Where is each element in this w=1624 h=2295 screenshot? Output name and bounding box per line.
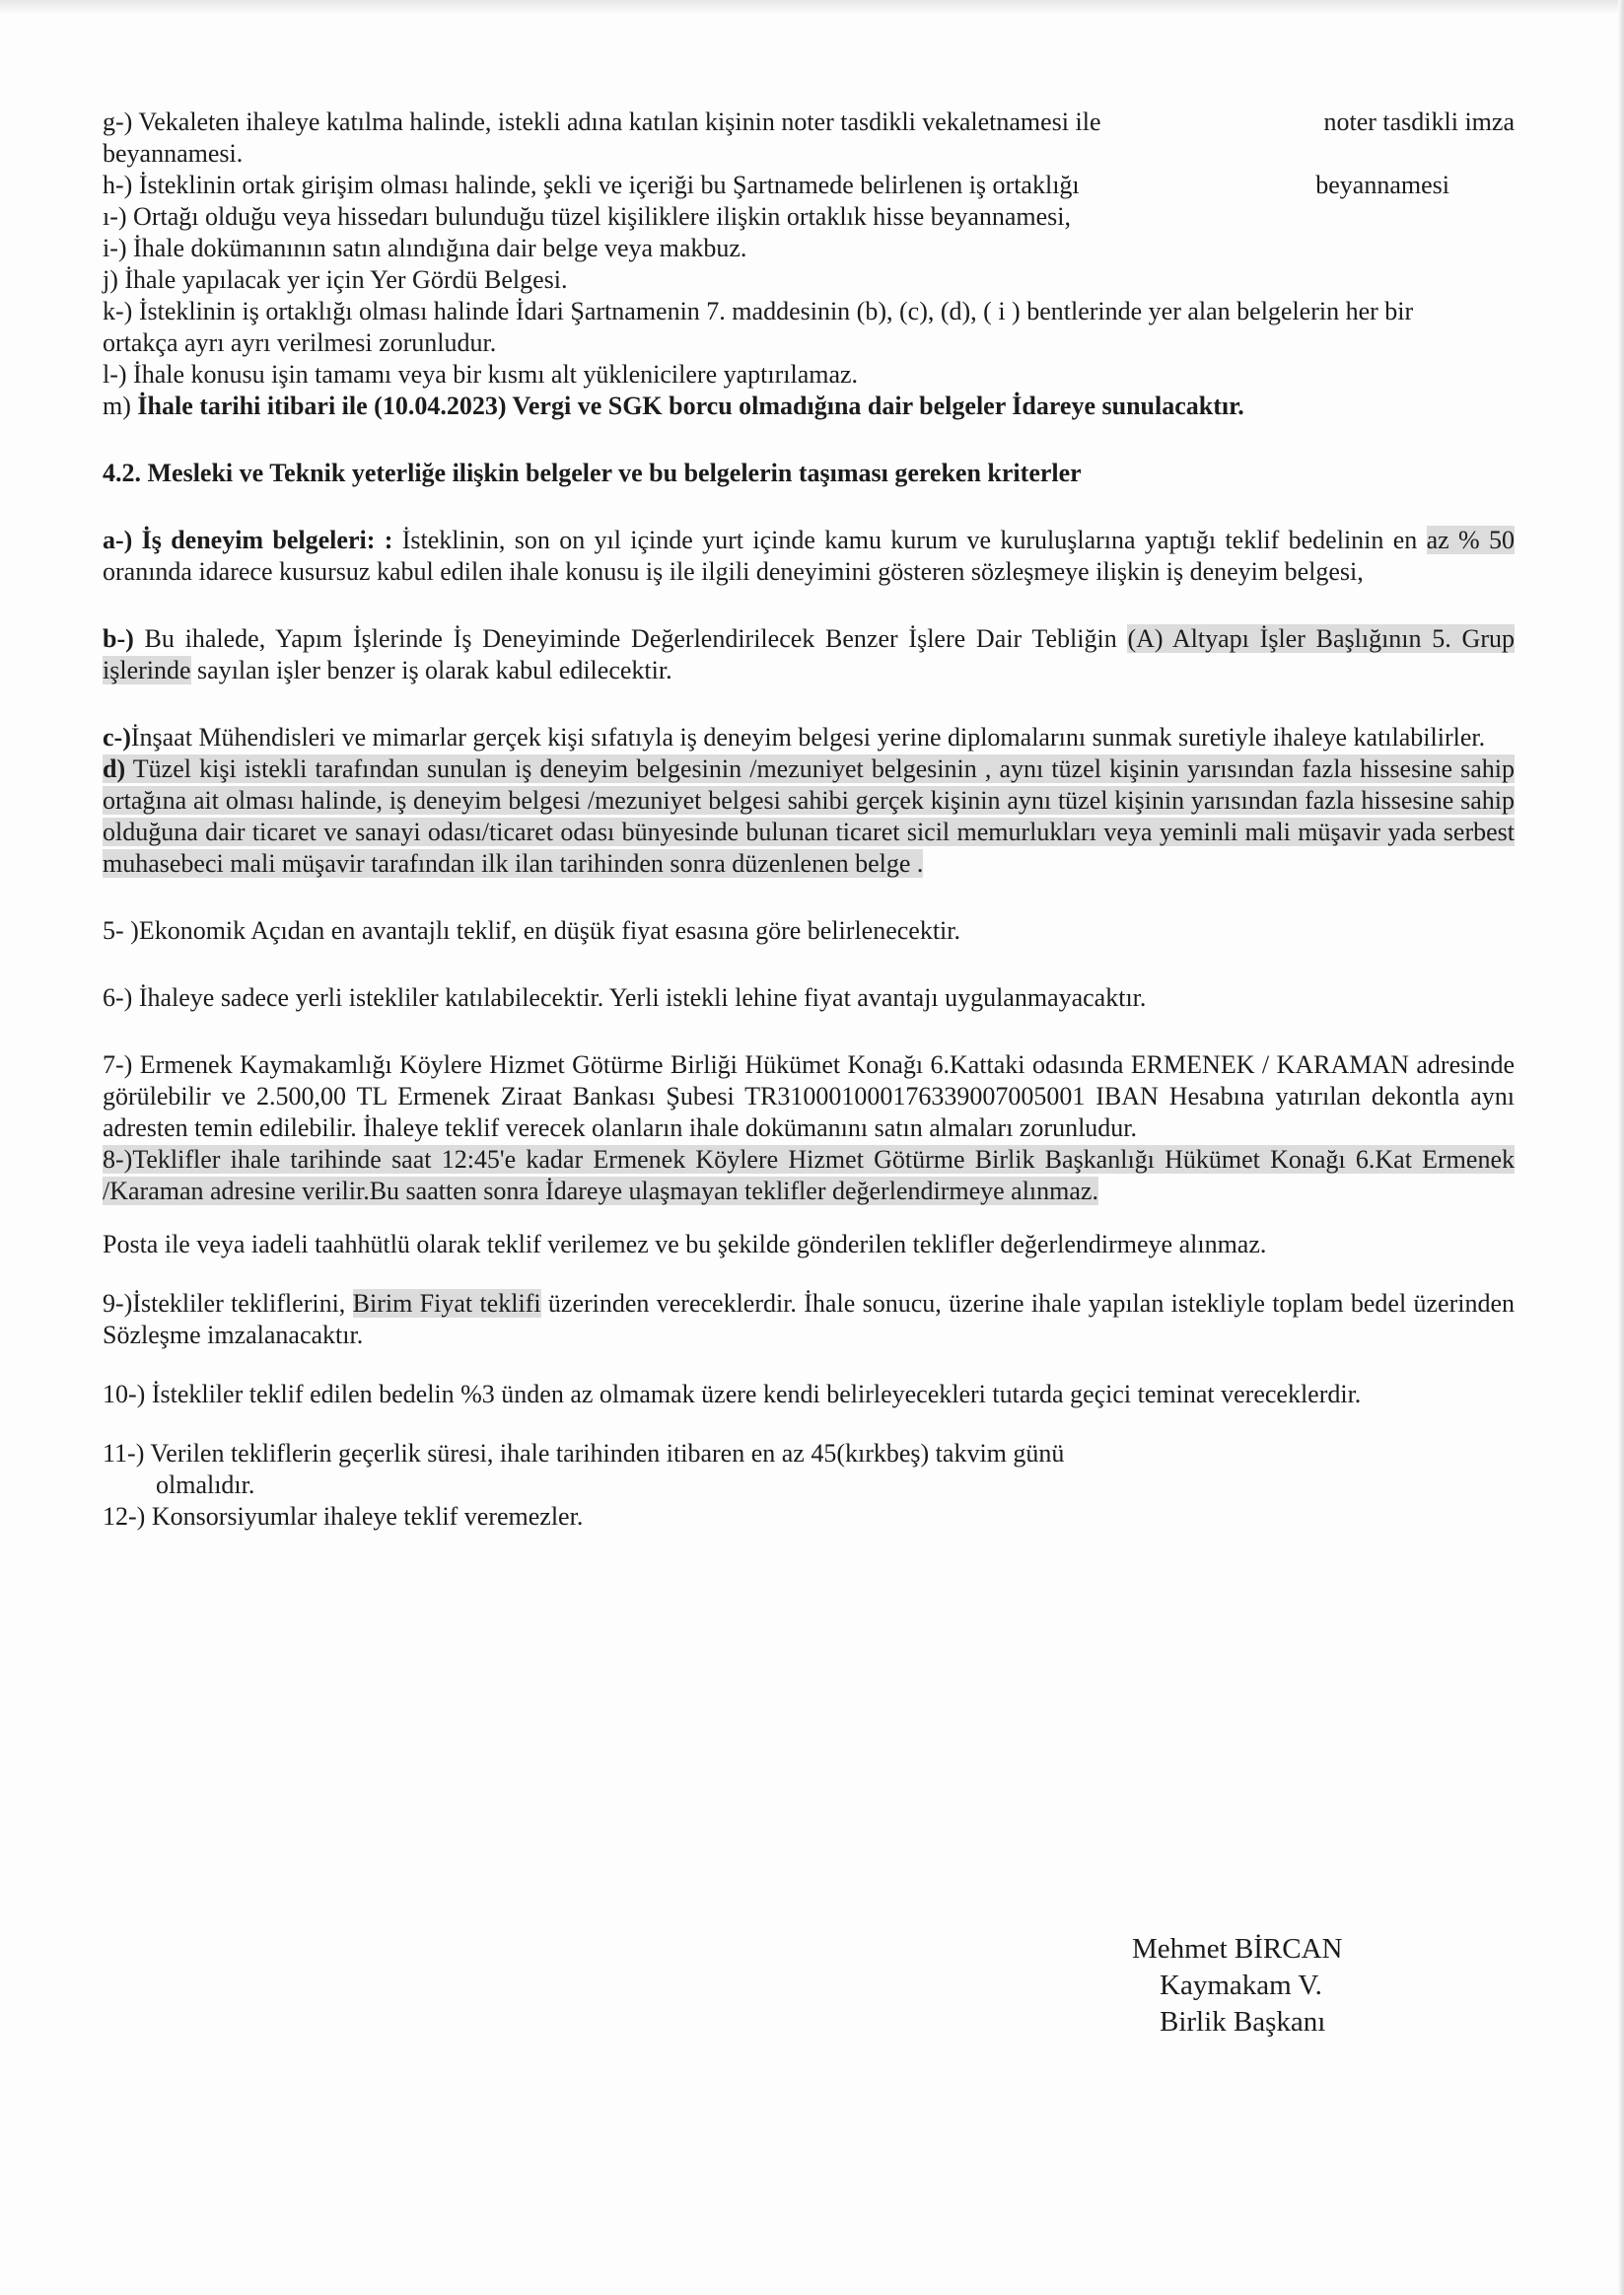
document-body — [103, 107, 1515, 1533]
item-i-dotted: i-) İhale dokümanının satın alındığına dair belge veya makbuz. — [103, 234, 747, 262]
item-b-text-1: Bu ihalede, Yapım İşlerinde İş Deneyiminde Değerlendirilecek Benzer İşlere Dair Tebliğin — [144, 624, 1117, 653]
item-b-label: b-) — [103, 624, 134, 653]
item-c-label: c-) — [103, 723, 131, 752]
item-h-tail: beyannamesi — [1315, 171, 1449, 199]
item-g-continuation: beyannamesi. — [103, 139, 244, 168]
item-l: l-) İhale konusu işin tamamı veya bir kısmı alt yüklenicilere yaptırılamaz. — [103, 360, 859, 389]
item-a-text-1: İsteklinin, son on yıl içinde yurt içinde kamu kurum ve kuruluşlarına yaptığı teklif bedelinin en — [401, 526, 1418, 554]
item-b-text-2: sayılan işler benzer iş olarak kabul edilecektir. — [197, 656, 672, 684]
scan-right-edge — [1618, 0, 1624, 2295]
item-c-text: İnşaat Mühendisleri ve mimarlar gerçek kişi sıfatıyla iş deneyim belgesi yerine diplomalarını sunmak suretiyle ihaleye katılabilirler. — [130, 723, 1486, 752]
signatory-title-1: Kaymakam V. — [1160, 1970, 1322, 2001]
clause-12: 12-) Konsorsiyumlar ihaleye teklif veremezler. — [103, 1502, 584, 1531]
item-j: j) İhale yapılacak yer için Yer Gördü Belgesi. — [103, 265, 568, 294]
clause-5: 5- )Ekonomik Açıdan en avantajlı teklif, en düşük fiyat esasına göre belirlenecektir. — [103, 916, 960, 945]
clause-6: 6-) İhaleye sadece yerli istekliler katılabilecektir. Yerli istekli lehine fiyat avantajı uygulanmayacaktır. — [103, 983, 1147, 1012]
item-a-text-2: oranında idarece kusursuz kabul edilen ihale konusu iş ile ilgili deneyimini gösteren sözleşmeye ilişkin iş deneyim belgesi, — [103, 557, 1364, 586]
clause-8 — [103, 1144, 1515, 1207]
signatory-title-2: Birlik Başkanı — [1160, 2006, 1326, 2038]
item-4-2-c — [103, 722, 1515, 753]
item-4-2-d — [103, 753, 1515, 880]
item-a-label: a-) İş deneyim belgeleri: : — [103, 526, 393, 554]
item-g-text: g-) Vekaleten ihaleye katılma halinde, istekli adına katılan kişinin noter tasdikli vekaletnamesi ile — [103, 108, 1101, 136]
clause-11: 11-) Verilen tekliflerin geçerlik süresi, ihale tarihinden itibaren en az 45(kırkbeş) takvim günü — [103, 1439, 1065, 1468]
section-4-2-heading: 4.2. Mesleki ve Teknik yeterliğe ilişkin belgeler ve bu belgelerin taşıması gereken kriterler — [103, 459, 1082, 487]
item-m — [103, 391, 1515, 422]
item-i-dotless: ı-) Ortağı olduğu veya hissedarı bulunduğu tüzel kişiliklere ilişkin ortaklık hisse beyannamesi, — [103, 202, 1072, 231]
clause-11-continuation: olmalıdır. — [156, 1470, 255, 1499]
item-m-bold-text: İhale tarihi itibari ile (10.04.2023) Vergi ve SGK borcu olmadığına dair belgeler İdareye sunulacaktır. — [137, 392, 1244, 420]
scan-top-edge — [0, 0, 1624, 14]
clause-8-text: 8-)Teklifler ihale tarihinde saat 12:45'e kadar Ermenek Köylere Hizmet Götürme Birlik Başkanlığı Hükümet Konağı 6.Kat Ermenek /Karaman adresine verilir.Bu saatten sonra İdareye ulaşmayan teklifler değerlendirmeye alınmaz. — [103, 1145, 1515, 1205]
clause-7: 7-) Ermenek Kaymakamlığı Köylere Hizmet Götürme Birliği Hükümet Konağı 6.Kattaki odasında ERMENEK / KARAMAN adresinde görülebilir ve 2.500,00 TL Ermenek Ziraat Bankası Şubesi TR310001000176339007005001 IBAN Hesabına yatırılan dekontla aynı adresten temin edilebilir. İhaleye teklif verecek olanların ihale dokümanını satın almaları zorunludur. — [103, 1050, 1515, 1142]
item-d-text: Tüzel kişi istekli tarafından sunulan iş deneyim belgesinin /mezuniyet belgesinin , aynı tüzel kişinin yarısından fazla hissesine sahip ortağına ait olması halinde, iş deneyim belgesi /mezuniyet belgesi sahibi gerçek kişinin aynı tüzel kişinin yarısından fazla hissesine sahip olduğuna dair ticaret ve sanayi odası/ticaret odası bünyesinde bulunan ticaret sicil memurlukları veya yeminli mali müşavir yada serbest muhasebeci mali müşavir tarafından ilk ilan tarihinden sonra düzenlenen belge . — [103, 754, 1515, 878]
signatory-name: Mehmet BİRCAN — [1132, 1933, 1343, 1965]
clause-9 — [103, 1288, 1515, 1351]
item-g-tail: noter tasdikli imza — [1323, 108, 1515, 136]
clause-posta: Posta ile veya iadeli taahhütlü olarak teklif verilemez ve bu şekilde gönderilen teklifler değerlendirmeye alınmaz. — [103, 1230, 1267, 1258]
item-h-text: h-) İsteklinin ortak girişim olması halinde, şekli ve içeriği bu Şartnamede belirlenen iş ortaklığı — [103, 171, 1080, 199]
clause-9-text-2: üzerinden vereceklerdir. İhale sonucu, üzerine ihale yapılan istekliyle toplam bedel üzerinden Sözleşme imzalanacaktır. — [103, 1289, 1516, 1349]
item-4-2-a — [103, 525, 1515, 588]
clause-9-highlight: Birim Fiyat teklifi — [352, 1289, 541, 1318]
item-a-highlight: az % 50 — [1426, 526, 1516, 554]
clause-10: 10-) İstekliler teklif edilen bedelin %3 ünden az olmamak üzere kendi belirleyecekleri tutarda geçici teminat vereceklerdir. — [103, 1380, 1362, 1408]
item-h — [103, 170, 1515, 201]
signature-block — [1132, 1931, 1428, 2041]
item-b-highlight: (A) Altyapı İşler Başlığının 5. Grup işlerinde — [103, 624, 1515, 684]
item-k: k-) İsteklinin iş ortaklığı olması halinde İdari Şartnamenin 7. maddesinin (b), (c), (d), ( i ) bentlerinde yer alan belgelerin her bir ortakça ayrı ayrı verilmesi zorunludur. — [103, 297, 1414, 357]
item-d-label: d) — [103, 754, 126, 783]
item-m-prefix: m) — [103, 392, 131, 420]
item-g — [103, 107, 1515, 138]
item-4-2-b — [103, 623, 1515, 686]
clause-9-text-1: 9-)İstekliler tekliflerini, — [103, 1289, 346, 1318]
